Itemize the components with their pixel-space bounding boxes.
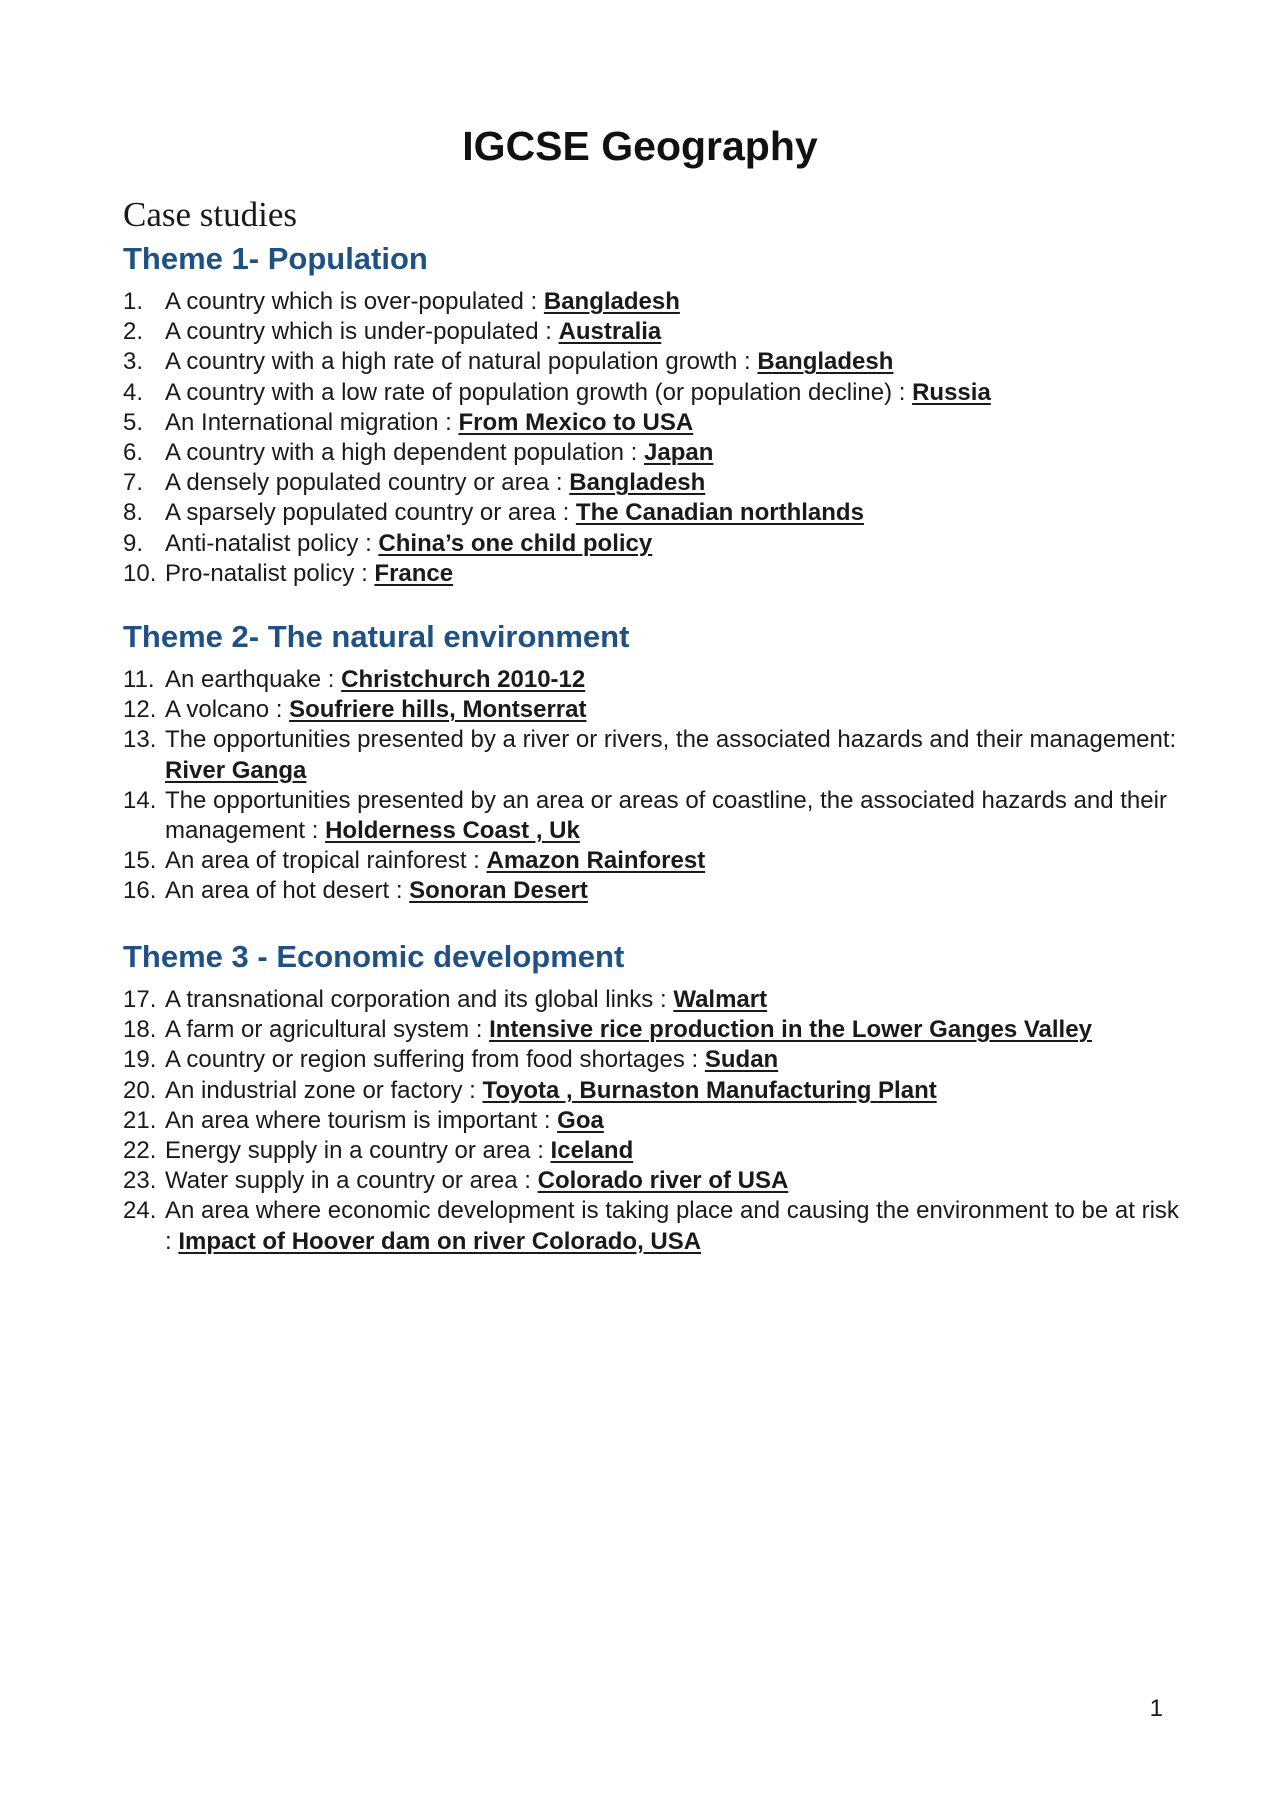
list-item	[123, 665, 1183, 695]
list-item	[123, 559, 1183, 589]
item-text: A country or region suffering from food shortages :	[165, 1046, 705, 1074]
case-studies-heading: Case studies	[123, 195, 298, 234]
item-number: 3.	[123, 348, 144, 376]
item-number: 16.	[123, 877, 157, 905]
item-number: 23.	[123, 1167, 157, 1195]
item-text: An area of tropical rainforest :	[165, 847, 487, 875]
list-item	[123, 468, 1183, 498]
list-item	[123, 1045, 1183, 1075]
item-number: 19.	[123, 1046, 157, 1074]
item-text: A volcano :	[165, 696, 290, 724]
list-item	[123, 529, 1183, 559]
list-item	[123, 317, 1183, 347]
list-item	[123, 1196, 1183, 1256]
item-number: 1.	[123, 288, 144, 315]
item-number: 15.	[123, 847, 157, 875]
item-text: A country which is over-populated :	[165, 288, 544, 315]
item-number: 14.	[123, 786, 157, 814]
item-text: An area where tourism is important :	[165, 1106, 558, 1134]
item-number: 21.	[123, 1106, 157, 1134]
item-text: Pro-natalist policy :	[165, 559, 375, 587]
item-number: 13.	[123, 726, 157, 754]
case-study-answer: China’s one child policy	[378, 529, 653, 557]
case-study-answer: Australia	[558, 318, 662, 346]
item-number: 8.	[123, 499, 144, 527]
case-study-list	[123, 985, 1183, 1257]
item-number: 10.	[123, 559, 157, 587]
list-item	[123, 876, 1183, 906]
theme-2-section	[123, 619, 1183, 907]
list-item	[123, 725, 1183, 785]
item-text: A country which is under-populated :	[165, 318, 559, 346]
list-item	[123, 347, 1183, 377]
item-text: A sparsely populated country or area :	[165, 499, 576, 527]
case-study-answer: Bangladesh	[757, 348, 894, 376]
theme-heading: Theme 1- Population	[123, 241, 428, 276]
item-text: An area of hot desert :	[165, 877, 410, 905]
item-text: An area where economic development is taking place and causing the environment to be at risk :	[165, 1197, 1179, 1255]
item-number: 22.	[123, 1137, 157, 1165]
case-study-answer: Soufriere hills, Montserrat	[289, 696, 587, 724]
case-study-answer: River Ganga	[165, 756, 307, 784]
case-study-answer: Christchurch 2010-12	[341, 666, 586, 693]
case-study-answer: Sonoran Desert	[409, 877, 588, 905]
case-study-answer: Toyota , Burnaston Manufacturing Plant	[482, 1076, 937, 1104]
item-number: 20.	[123, 1076, 157, 1104]
item-number: 9.	[123, 529, 144, 557]
list-item	[123, 438, 1183, 468]
case-study-answer: Bangladesh	[543, 288, 680, 315]
item-text: Energy supply in a country or area :	[165, 1137, 551, 1165]
item-text: The opportunities presented by a river or rivers, the associated hazards and their management:	[165, 726, 1177, 754]
item-number: 5.	[123, 408, 144, 436]
item-number: 24.	[123, 1197, 157, 1225]
case-study-answer: Impact of Hoover dam on river Colorado, USA	[178, 1227, 702, 1255]
list-item	[123, 1015, 1183, 1045]
item-text: The opportunities presented by an area or areas of coastline, the associated hazards and their management :	[165, 786, 1167, 845]
list-item	[123, 695, 1183, 725]
list-item	[123, 985, 1183, 1015]
list-item	[123, 846, 1183, 876]
list-item	[123, 287, 1183, 317]
theme-3-section	[123, 939, 1183, 1257]
case-study-list	[123, 287, 1183, 589]
item-number: 7.	[123, 469, 144, 497]
case-study-answer: Bangladesh	[569, 469, 706, 497]
case-study-answer: Russia	[912, 378, 991, 406]
list-item	[123, 498, 1183, 528]
theme-heading: Theme 2- The natural environment	[123, 619, 630, 654]
case-study-answer: France	[374, 559, 454, 587]
item-text: An International migration :	[165, 408, 459, 436]
item-text: Anti-natalist policy :	[165, 529, 379, 557]
case-study-answer: Sudan	[704, 1046, 779, 1074]
list-item	[123, 1166, 1183, 1196]
list-item	[123, 1136, 1183, 1166]
case-study-answer: Iceland	[550, 1137, 634, 1165]
item-number: 18.	[123, 1016, 157, 1044]
case-study-answer: Japan	[644, 439, 714, 467]
case-study-list	[123, 665, 1183, 907]
item-text: A transnational corporation and its global links :	[165, 986, 674, 1013]
item-text: An earthquake :	[165, 666, 342, 693]
item-number: 12.	[123, 696, 157, 724]
list-item	[123, 1076, 1183, 1106]
document-title: IGCSE Geography	[462, 123, 818, 169]
item-text: A country with a high dependent population :	[165, 439, 645, 467]
item-number: 17.	[123, 986, 157, 1013]
item-number: 6.	[123, 439, 144, 467]
case-study-answer: Goa	[557, 1106, 604, 1134]
item-text: A farm or agricultural system :	[165, 1016, 490, 1044]
item-text: An industrial zone or factory :	[165, 1076, 483, 1104]
item-number: 4.	[123, 378, 144, 406]
case-study-answer: From Mexico to USA	[458, 408, 694, 436]
item-number: 11.	[123, 666, 155, 693]
item-text: A country with a high rate of natural population growth :	[165, 348, 758, 376]
list-item	[123, 786, 1183, 846]
item-text: A country with a low rate of population growth (or population decline) :	[165, 378, 913, 406]
theme-heading: Theme 3 - Economic development	[123, 939, 625, 974]
theme-1-section	[123, 241, 1183, 589]
list-item	[123, 378, 1183, 408]
case-study-answer: Walmart	[673, 986, 768, 1013]
case-study-answer: Intensive rice production in the Lower Ganges Valley	[489, 1016, 1092, 1044]
item-text: A densely populated country or area :	[165, 469, 570, 497]
case-study-answer: Holderness Coast , Uk	[325, 817, 580, 845]
item-text: Water supply in a country or area :	[165, 1167, 538, 1195]
list-item	[123, 408, 1183, 438]
case-study-answer: The Canadian northlands	[575, 499, 864, 527]
page-number: 1	[1149, 1695, 1163, 1722]
case-study-answer: Colorado river of USA	[537, 1167, 789, 1195]
list-item	[123, 1106, 1183, 1136]
item-number: 2.	[123, 318, 144, 346]
case-study-answer: Amazon Rainforest	[486, 847, 706, 875]
